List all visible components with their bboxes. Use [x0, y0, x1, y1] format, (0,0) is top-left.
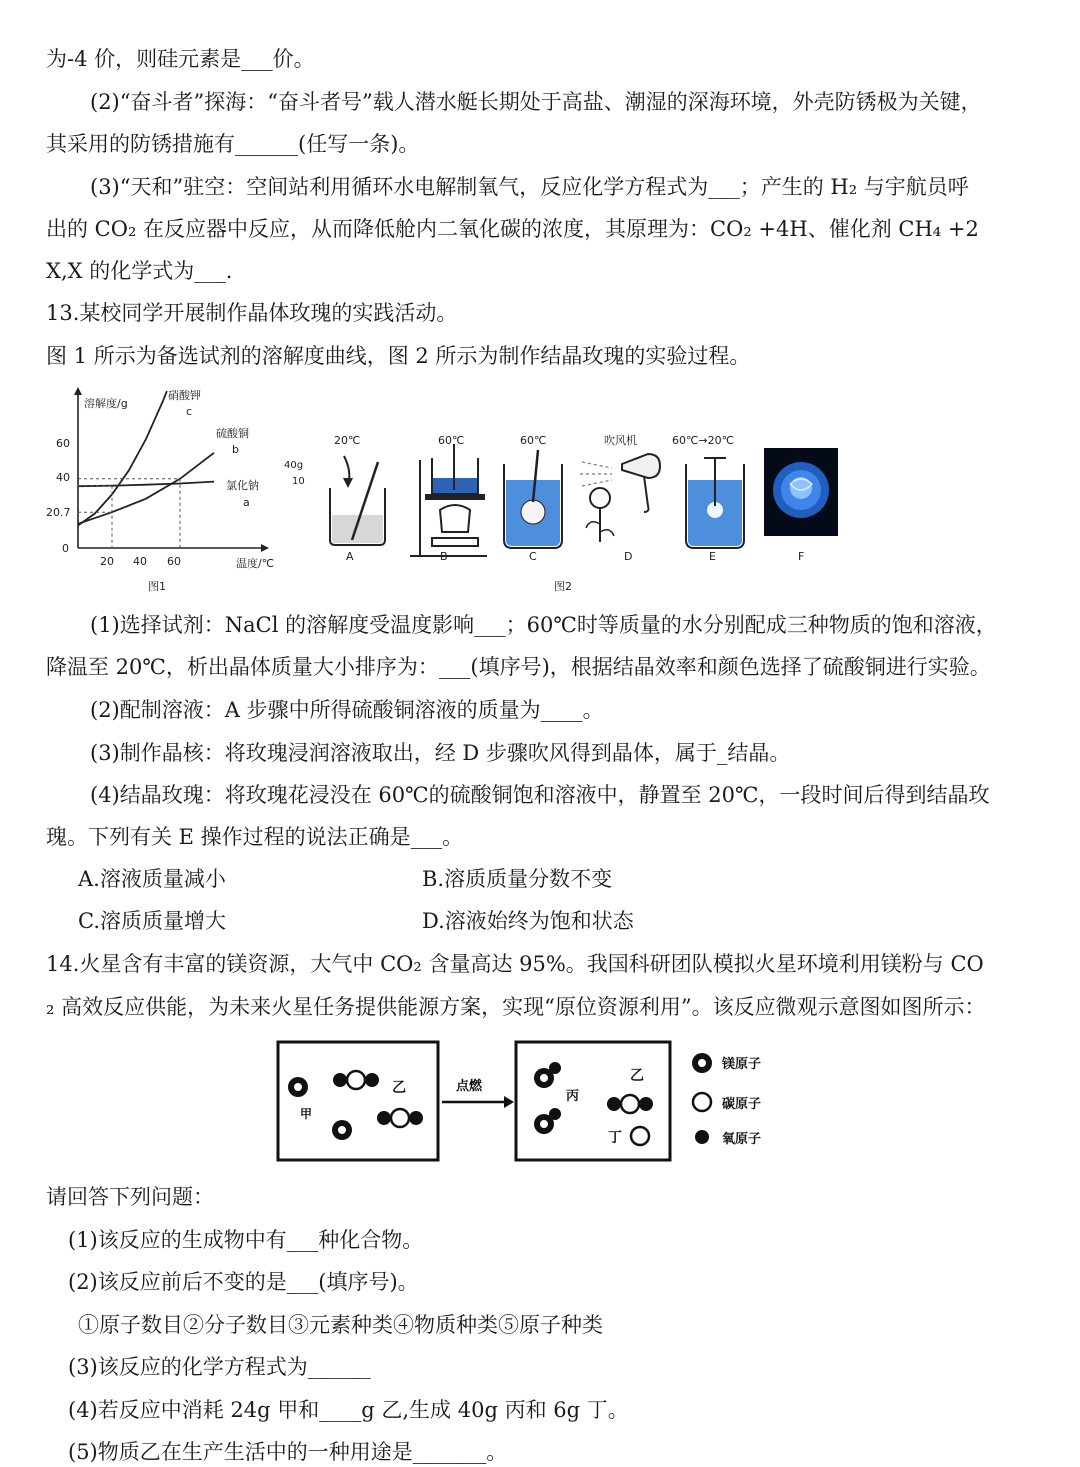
q14-sub-3: (3)该反应的化学方程式为______: [68, 1355, 371, 1379]
q14-ask: 请回答下列问题：: [46, 1185, 214, 1209]
q13-part-3: (3)制作晶核：将玫瑰浸润溶液取出，经 D 步骤吹风得到晶体，属于_结晶。: [90, 741, 791, 765]
arrow-head-icon: [504, 1096, 514, 1108]
q14-sub-5: (5)物质乙在生产生活中的一种用途是_______。: [68, 1440, 508, 1464]
legend-c-icon: [693, 1093, 711, 1111]
q13-option-a: A.溶液质量减小: [78, 867, 226, 891]
q13-title: 13.某校同学开展制作晶体玫瑰的实践活动。: [46, 301, 458, 325]
q14-sub-2-options: ①原子数目②分子数目③元素种类④物质种类⑤原子种类: [78, 1313, 603, 1337]
curve-c-label: c: [186, 405, 193, 418]
solubility-curve-c: [78, 391, 167, 526]
q12-line-3: 其采用的防锈措施有______(任写一条)。: [46, 132, 420, 156]
curve-a-label: a: [243, 496, 250, 509]
legend-o-label: 氧原子: [722, 1132, 762, 1147]
y-tick-40: 40: [56, 471, 70, 484]
step-d-label: 吹风机: [604, 434, 637, 447]
mass-label-2: 10: [292, 476, 305, 487]
experiment-process-figure: [282, 420, 842, 595]
x-tick-20: 20: [100, 555, 114, 568]
solubility-chart: [40, 383, 290, 598]
q13-option-c: C.溶质质量增大: [78, 909, 226, 933]
step-e-beaker-icon: [686, 458, 744, 548]
q13-part-1b: 降温至 20℃，析出晶体质量大小排序为：___(填序号)，根据结晶效率和颜色选择了硫酸铜进行实验。: [46, 655, 991, 679]
y-axis-label: 溶解度/g: [84, 397, 128, 410]
step-c-temp: 60℃: [520, 434, 547, 447]
mgo-molecule-icon: [534, 1108, 561, 1134]
co2-molecule-icon: [377, 1109, 423, 1127]
arrow-condition: 点燃: [456, 1079, 483, 1094]
step-c-letter: C: [529, 550, 537, 563]
q14-sub-1: (1)该反应的生成物中有___种化合物。: [68, 1228, 424, 1252]
q13-part-4a: (4)结晶玫瑰：将玫瑰花浸没在 60℃的硫酸铜饱和溶液中，静置至 20℃，一段时间后得到结晶玫: [90, 783, 990, 807]
mg-atom-icon: [288, 1077, 308, 1097]
legend-o-icon: [695, 1130, 709, 1144]
step-a-temp: 20℃: [334, 434, 361, 447]
q12-line-1: 为-4 价，则硅元素是___价。: [46, 47, 315, 71]
step-b-temp: 60℃: [438, 434, 465, 447]
q13-option-b: B.溶质质量分数不变: [422, 867, 613, 891]
y-axis-arrow-icon: [74, 387, 82, 395]
y-tick-0: 0: [62, 542, 69, 555]
q14-line-1: 14.火星含有丰富的镁资源，大气中 CO₂ 含量高达 95%。我国科研团队模拟火星环境利用镁粉与 CO: [46, 952, 984, 976]
curve-b-name: 硫酸铜: [216, 427, 249, 440]
legend-mg-label: 镁原子: [722, 1057, 762, 1072]
label-yi: 乙: [392, 1080, 406, 1096]
x-tick-60: 60: [167, 555, 181, 568]
q12-line-4: (3)“天和”驻空：空间站利用循环水电解制氧气，反应化学方程式为___；产生的 H₂ 与宇航员呼: [90, 175, 969, 199]
figure-2-caption: 图2: [554, 580, 572, 593]
q13-intro: 图 1 所示为备选试剂的溶解度曲线，图 2 所示为制作结晶玫瑰的实验过程。: [46, 344, 751, 368]
c-atom-icon: [631, 1127, 649, 1145]
curve-a-name: 氯化钠: [226, 479, 259, 492]
step-d-letter: D: [624, 550, 633, 563]
co2-molecule-icon: [607, 1095, 653, 1113]
step-f-crystal-rose-icon: [764, 448, 838, 536]
q14-line-2: ₂ 高效反应供能，为未来火星任务提供能源方案，实现“原位资源利用”。该反应微观示意图如图所示：: [46, 995, 986, 1019]
step-a-beaker-icon: [330, 456, 385, 545]
y-tick-60: 60: [56, 437, 70, 450]
reaction-micro-diagram: [270, 1038, 800, 1168]
solubility-curve-b: [78, 453, 214, 524]
x-tick-40: 40: [133, 555, 147, 568]
legend-mg-icon: [692, 1053, 712, 1073]
mgo-molecule-icon: [534, 1062, 561, 1088]
q14-sub-2: (2)该反应前后不变的是___(填序号)。: [68, 1270, 419, 1294]
y-tick-20-7: 20.7: [46, 506, 71, 519]
x-axis-arrow-icon: [261, 544, 269, 552]
q12-line-5: 出的 CO₂ 在反应器中反应，从而降低舱内二氧化碳的浓度，其原理为：CO₂ +4H、催化剂 CH₄ +2: [46, 217, 979, 241]
step-e-letter: E: [709, 550, 716, 563]
q13-part-4b: 瑰。下列有关 E 操作过程的说法正确是___。: [46, 825, 464, 849]
label-bing: 丙: [566, 1089, 580, 1104]
x-axis-label: 温度/℃: [236, 557, 275, 570]
q13-part-2: (2)配制溶液：A 步骤中所得硫酸铜溶液的质量为____。: [90, 698, 604, 722]
q12-line-6: X,X 的化学式为___.: [46, 259, 233, 283]
step-e-temp: 60℃→20℃: [672, 434, 734, 447]
step-c-beaker-icon: [504, 450, 562, 548]
label-yi-products: 乙: [630, 1068, 644, 1084]
label-ding: 丁: [608, 1130, 622, 1146]
q13-part-1a: (1)选择试剂：NaCl 的溶解度受温度影响___；60℃时等质量的水分别配成三种物质的饱和溶液，: [90, 613, 997, 637]
step-b-letter: B: [440, 550, 448, 563]
step-d-dryer-icon: [580, 454, 660, 542]
step-b-heating-icon: [410, 444, 487, 556]
co2-molecule-icon: [333, 1071, 379, 1089]
curve-c-name: 硝酸钾: [168, 389, 201, 402]
mass-label: 40g: [284, 460, 304, 471]
q12-line-2: (2)“奋斗者”探海：“奋斗者号”载人潜水艇长期处于高盐、潮湿的深海环境，外壳防锈极为关键，: [90, 90, 982, 114]
label-jia: 甲: [300, 1107, 313, 1121]
mg-atom-icon: [332, 1120, 352, 1140]
step-a-letter: A: [346, 550, 354, 563]
curve-b-label: b: [232, 443, 239, 456]
figure-1-caption: 图1: [148, 580, 166, 593]
step-f-letter: F: [798, 550, 805, 563]
legend-c-label: 碳原子: [722, 1097, 762, 1112]
reactants-box: [278, 1042, 438, 1160]
q14-sub-4: (4)若反应中消耗 24g 甲和____g 乙,生成 40g 丙和 6g 丁。: [68, 1398, 629, 1422]
q13-option-d: D.溶液始终为饱和状态: [422, 909, 634, 933]
